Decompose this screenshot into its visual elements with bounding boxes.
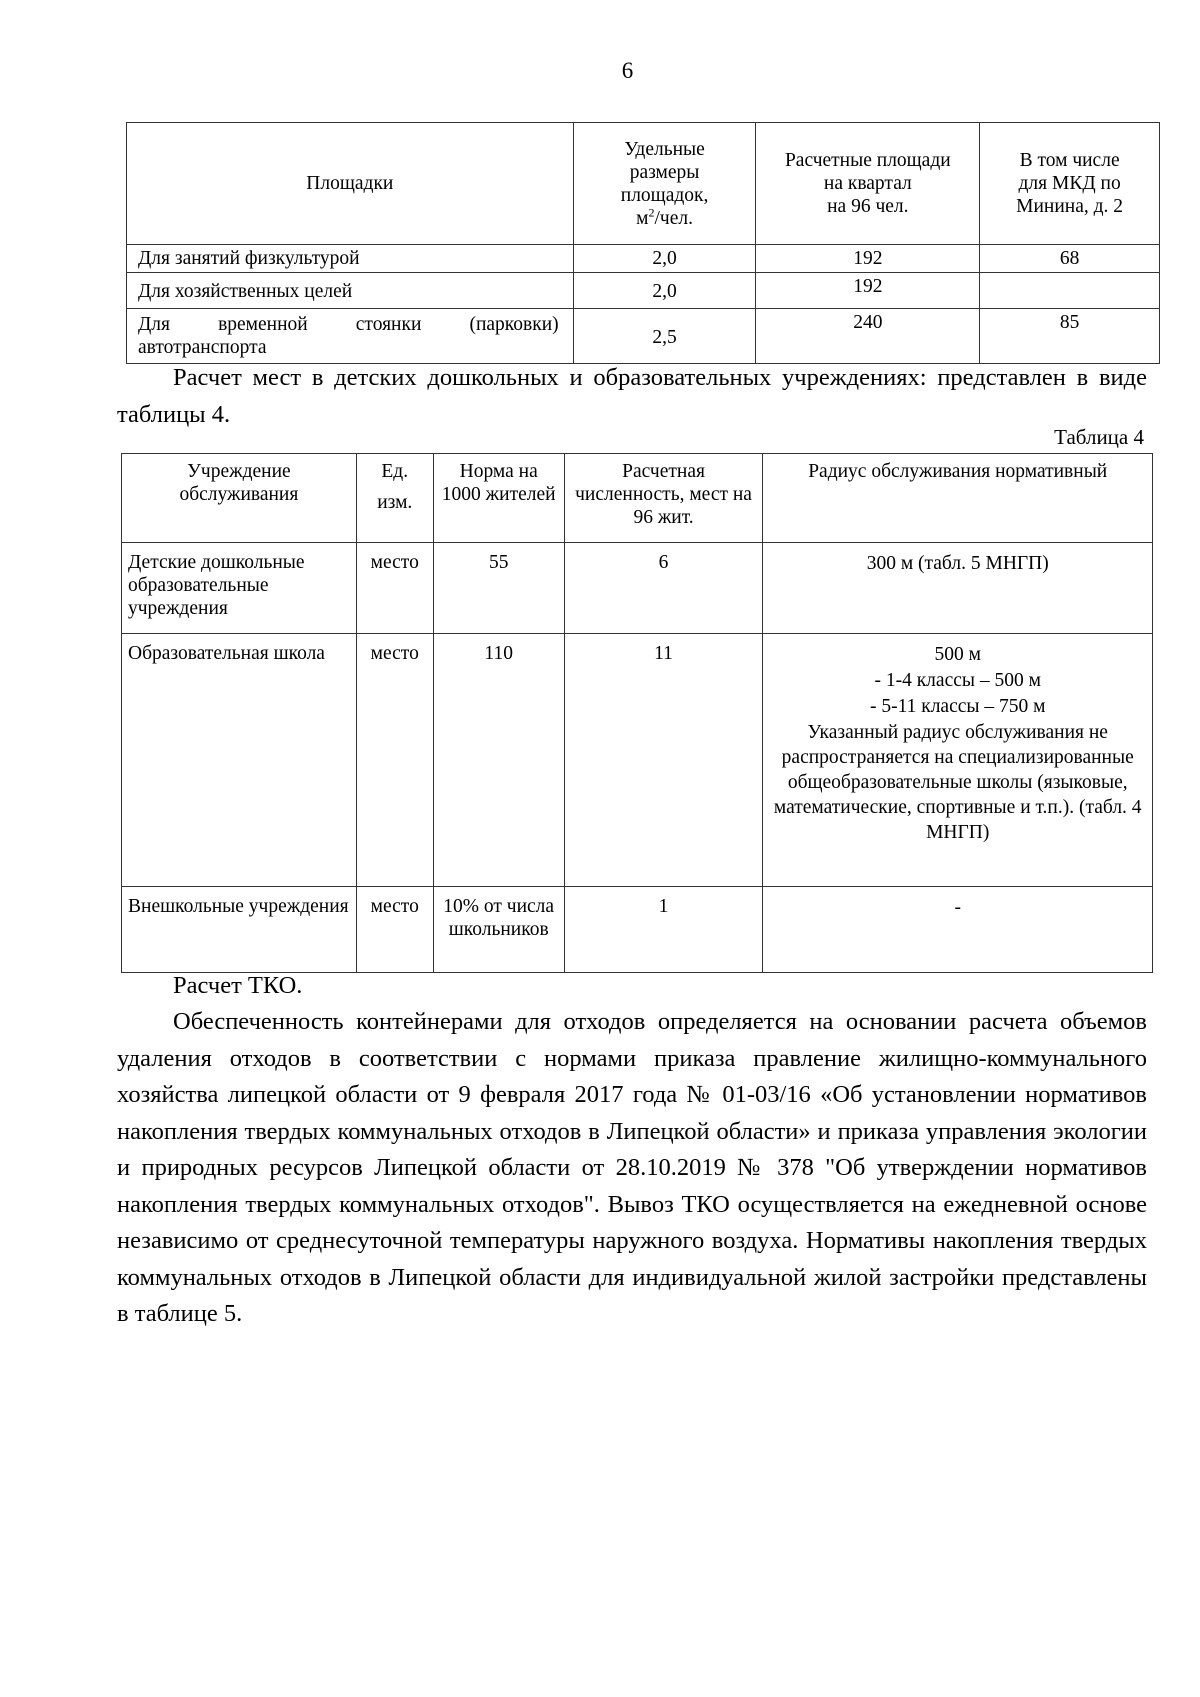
header-radius: Радиус обслуживания нормативный [763, 454, 1153, 543]
row-name-word: временной [218, 314, 308, 335]
row-name-word: стоянки [355, 314, 422, 335]
row-radius [763, 634, 1153, 887]
unit-m: м [636, 207, 649, 229]
table4-caption: Таблица 4 [1054, 425, 1144, 449]
row-radius [763, 887, 1153, 973]
header-mkd-line: Минина, д. 2 [1016, 196, 1124, 217]
paragraph-tko-heading: Расчет ТКО. [173, 972, 303, 999]
radius-line: 300 м (табл. 5 МНГП) [866, 553, 1049, 574]
unit-superscript: 2 [648, 205, 655, 219]
row-unit: место [356, 543, 433, 634]
row-norm: 55 [433, 543, 564, 634]
row-count: 6 [564, 543, 763, 634]
table-row [127, 273, 1160, 309]
radius-line: 500 м [934, 644, 981, 665]
table-row [122, 634, 1153, 887]
row-mkd: 85 [980, 309, 1160, 364]
row-name-line1 [138, 313, 559, 336]
row-name-word: (парковки) [469, 314, 559, 335]
row-norm: 110 [433, 634, 564, 887]
row-institution: Детские дошкольные образовательные учреждения [122, 543, 357, 634]
page-number: 6 [621, 58, 634, 83]
row-unit: место [356, 634, 433, 887]
row-size: 2,0 [573, 273, 756, 309]
row-mkd: 68 [980, 245, 1160, 273]
unit-rest: /чел. [654, 207, 693, 229]
row-institution: Внешкольные учреждения [122, 887, 357, 973]
paragraph-tko-body: Обеспеченность контейнерами для отходов определяется на основании расчета объемов удаления отходов в соответствии с нормами приказа правление жилищно-коммунального хозяйства липецкой области от 9 февраля 2017 года № 01-03/16 «Об установлении нормативов накопления твердых коммунальных отходов в Липецкой области» и приказа управления экологии и природных ресурсов Липецкой области от 28.10.2019 № 378 "Об утверждении нормативов накопления твердых коммунальных отходов". Вывоз ТКО осуществляется на ежедневной основе независимо от среднесуточной температуры наружного воздуха. Нормативы накопления твердых коммунальных отходов в Липецкой области для индивидуальной жилой застройки представлены в таблице 5. [117, 1008, 1147, 1327]
row-count: 1 [564, 887, 763, 973]
row-name: Для хозяйственных целей [127, 273, 574, 309]
radius-line: - 5-11 классы – 750 м [869, 696, 1046, 717]
header-norm: Норма на 1000 жителей [433, 454, 564, 543]
row-name-word: Для [138, 314, 171, 335]
header-calc-area-line: на квартал [823, 173, 912, 194]
header-calc-area-line: Расчетные площади [784, 150, 951, 171]
header-mkd-line: для МКД по [1018, 173, 1121, 194]
row-name: Для занятий физкультурой [127, 245, 574, 273]
paragraph-schools-calc: Расчет мест в детских дошкольных и образовательных учреждениях: представлен в виде таблицы 4. [117, 364, 1147, 428]
row-area: 192 [756, 245, 980, 273]
row-area: 192 [756, 273, 980, 309]
row-norm: 10% от числа школьников [433, 887, 564, 973]
header-calc-area [756, 123, 980, 245]
header-unit-size-line [578, 207, 752, 230]
header-unit-size [573, 123, 756, 245]
row-unit: место [356, 887, 433, 973]
sites-table [126, 122, 1160, 364]
header-unit-line: Ед. [381, 461, 409, 482]
row-name [127, 309, 574, 364]
header-sites [127, 123, 574, 245]
table-row [127, 309, 1160, 364]
header-calc-count: Расчетная численность, мест на 96 жит. [564, 454, 763, 543]
radius-line: - 1-4 классы – 500 м [874, 670, 1041, 691]
table-row [122, 887, 1153, 973]
radius-note: Указанный радиус обслуживания не распространяется на специализированные общеобразовательные школы (языковые, математические, спортивные и т.п.). (табл. 4 МНГП) [773, 722, 1142, 843]
institutions-table [121, 453, 1153, 973]
table-header-row [122, 454, 1153, 543]
header-unit-line: изм. [377, 492, 413, 513]
header-mkd [980, 123, 1160, 245]
header-unit [356, 454, 433, 543]
row-name-line2: автотранспорта [138, 337, 267, 358]
row-mkd [980, 273, 1160, 309]
row-size: 2,5 [573, 309, 756, 364]
radius-line: - [954, 897, 961, 918]
header-mkd-line: В том числе [1019, 150, 1120, 171]
header-unit-size-line: размеры [629, 161, 700, 183]
header-institution: Учреждение обслуживания [122, 454, 357, 543]
row-size: 2,0 [573, 245, 756, 273]
row-area: 240 [756, 309, 980, 364]
header-calc-area-line: на 96 чел. [827, 196, 909, 217]
row-institution: Образовательная школа [122, 634, 357, 887]
header-sites-label: Площадки [306, 173, 394, 194]
header-unit-size-line: Удельные [624, 138, 705, 160]
row-radius [763, 543, 1153, 634]
row-count: 11 [564, 634, 763, 887]
table-header-row [127, 123, 1160, 245]
table-row [127, 245, 1160, 273]
header-unit-size-line: площадок, [620, 184, 709, 206]
table-row [122, 543, 1153, 634]
